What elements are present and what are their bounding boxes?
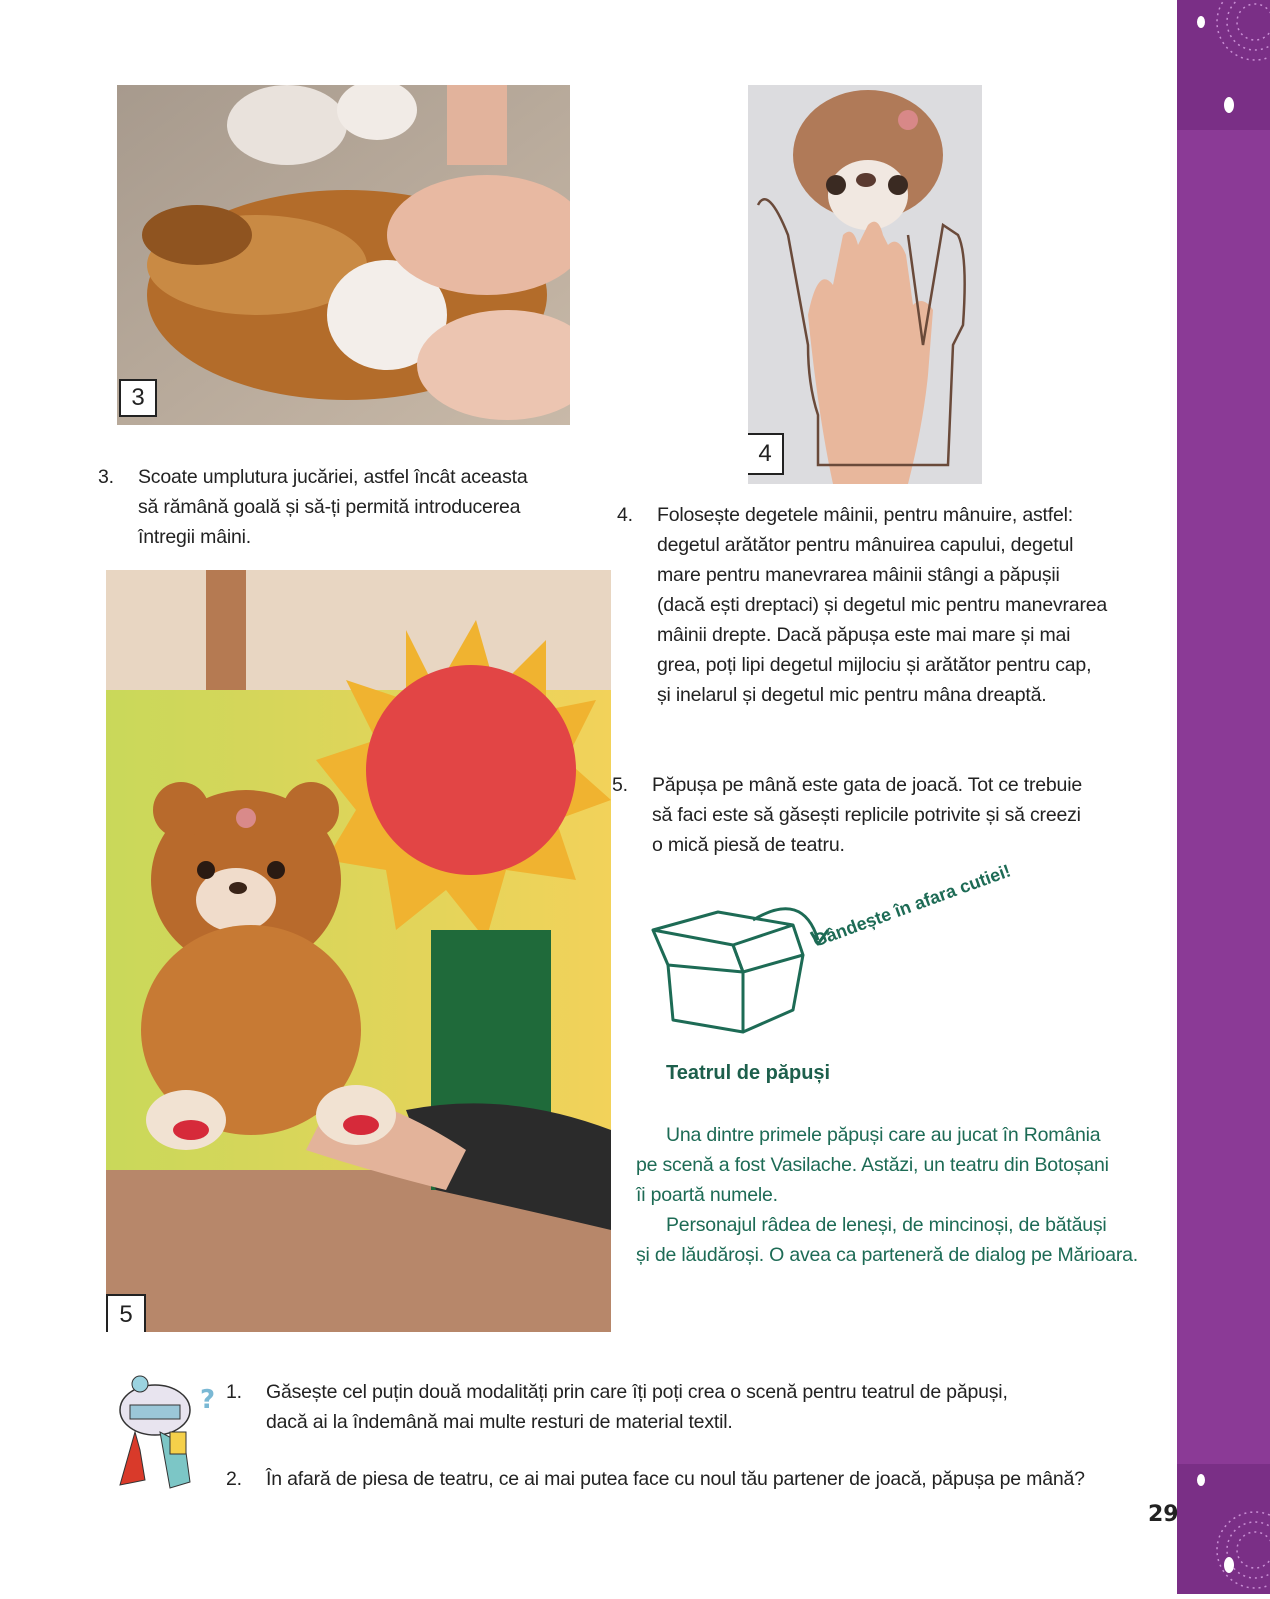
step-4-line: degetul arătător pentru mânuirea capului, degetul (657, 534, 1074, 556)
photo-bear-puppet (106, 570, 611, 1332)
step-4-line: mâinii drepte. Dacă păpușa este mai mare și mai (657, 624, 1071, 646)
step-4-line: mare pentru manevrarea mâinii stângi a păpușii (657, 564, 1060, 586)
think-outside-box-label: Gândește în afara cutiei! (810, 860, 1014, 951)
step-3-number: 3. (98, 466, 114, 488)
step-5-line: să faci este să găsești replicile potrivite și să creezi (652, 804, 1081, 826)
step-4-line: Folosește degetele mâinii, pentru mânuire, astfel: (657, 504, 1073, 526)
step-4-line: (dacă ești dreptaci) și degetul mic pentru manevrarea (657, 594, 1108, 616)
purple-sidebar (1177, 0, 1270, 1594)
photo-number-4: 4 (748, 433, 784, 475)
step-3-text (98, 462, 578, 552)
info-line: și de lăudăroși. O avea ca parteneră de dialog pe Mărioara. (636, 1244, 1139, 1266)
step-3-line: să rămână goală și să-ți permită introducerea (138, 496, 521, 518)
step-5-number: 5. (612, 774, 628, 796)
info-line: pe scenă a fost Vasilache. Astăzi, un teatru din Botoșani (636, 1154, 1109, 1176)
info-line: Una dintre primele păpuși care au jucat în România (666, 1124, 1101, 1146)
photo-number-5: 5 (106, 1294, 146, 1332)
step-5-line: o mică piesă de teatru. (652, 834, 845, 856)
question-2-number: 2. (226, 1468, 242, 1490)
info-line: Personajul râdea de leneși, de mincinoși, de bătăuși (666, 1214, 1107, 1236)
step-3-line: Scoate umplutura jucăriei, astfel încât aceasta (138, 466, 528, 488)
step-4-number: 4. (617, 504, 633, 526)
question-1-line: Găsește cel puțin două modalități prin care îți poți crea o scenă pentru teatrul de păpuși, (266, 1381, 1008, 1403)
step-4-text (617, 500, 1157, 710)
question-2-line: În afară de piesa de teatru, ce ai mai putea face cu noul tău partener de joacă, păpușa pe mână? (266, 1468, 1085, 1490)
question-2 (226, 1464, 1146, 1494)
photo-number-3: 3 (119, 379, 157, 417)
info-title: Teatrul de păpuși (666, 1062, 831, 1084)
photo-hand-puppet-outline (748, 85, 982, 484)
robot-mascot-icon (110, 1370, 220, 1490)
page-number: 29 (1148, 1502, 1179, 1527)
info-body (636, 1120, 1156, 1270)
step-5-line: Păpușa pe mână este gata de joacă. Tot ce trebuie (652, 774, 1082, 796)
question-1-line: dacă ai la îndemână mai multe resturi de material textil. (266, 1411, 733, 1433)
step-4-line: grea, poți lipi degetul mijlociu și arătător pentru cap, (657, 654, 1092, 676)
step-3-line: întregii mâini. (138, 526, 251, 548)
svg-text:?: ? (200, 1385, 216, 1415)
info-line: îi poartă numele. (636, 1184, 778, 1206)
question-1 (226, 1377, 1146, 1437)
sidebar-decoration (1177, 0, 1270, 1594)
open-box-icon (643, 900, 843, 1035)
step-4-line: și inelarul și degetul mic pentru mâna dreaptă. (657, 684, 1047, 706)
step-5-text (612, 770, 1152, 860)
photo-remove-stuffing (117, 85, 570, 425)
question-1-number: 1. (226, 1381, 242, 1403)
